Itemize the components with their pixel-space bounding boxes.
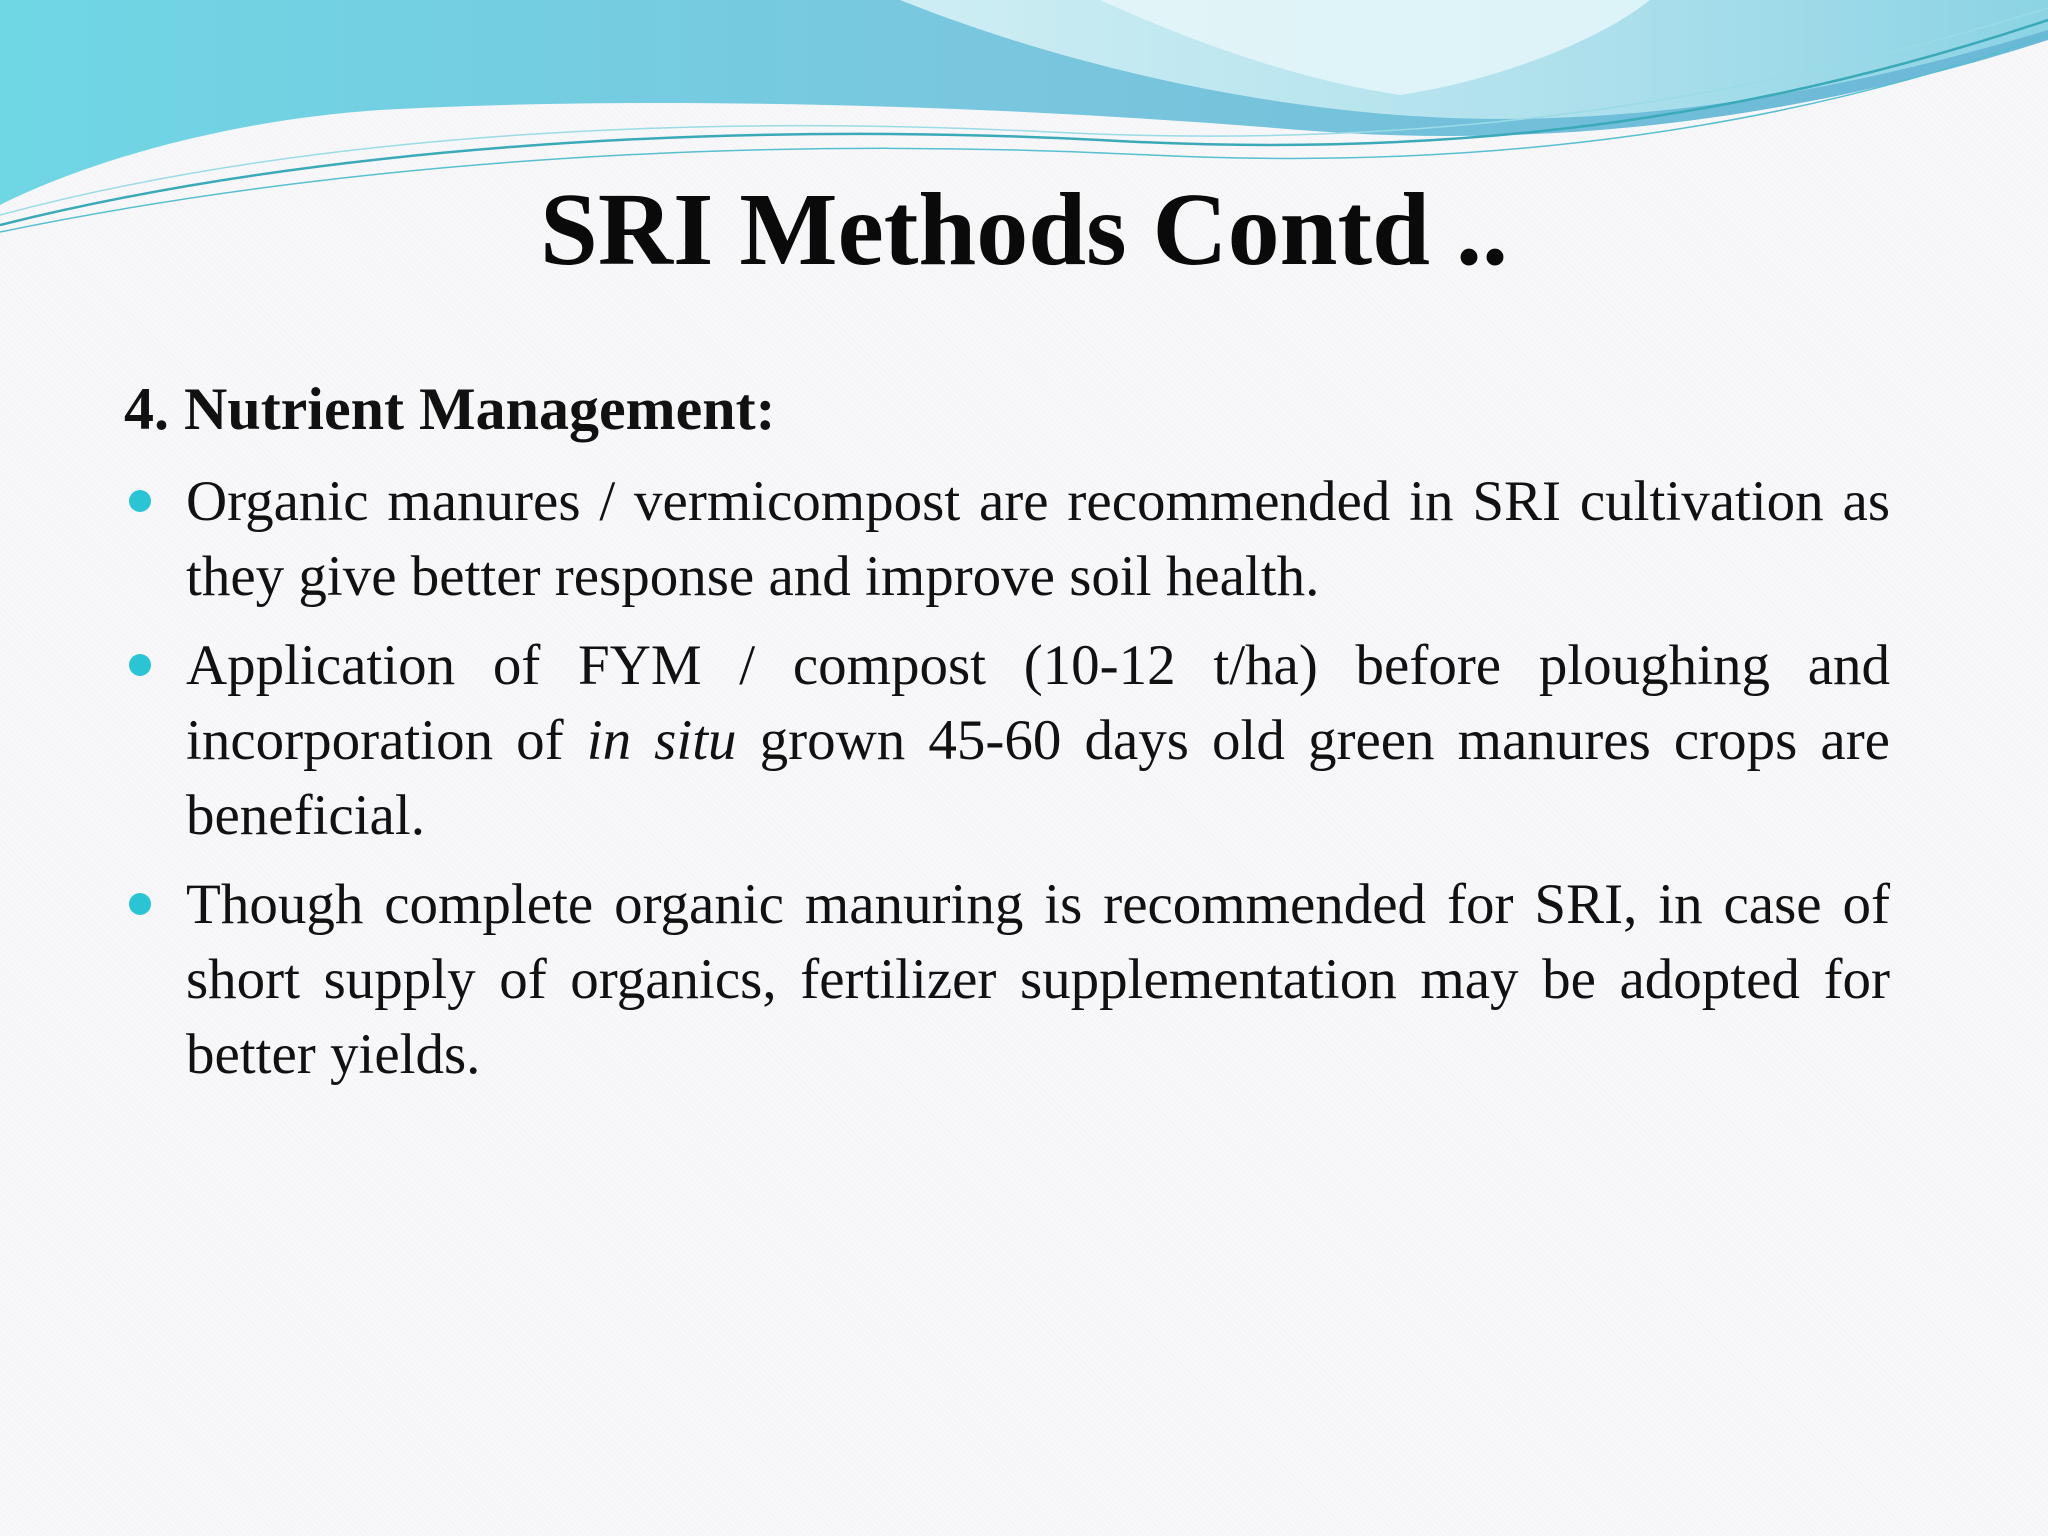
bullet-dot-icon — [129, 893, 151, 915]
bullet-item — [124, 867, 1890, 1092]
slide-content — [124, 372, 1890, 1106]
bullet-text-before: Application of FYM / compost (10-12 t/ha) before ploughing and incorporation of — [186, 634, 1890, 772]
bullet-dot-icon — [129, 654, 151, 676]
bullet-dot-icon — [129, 490, 151, 512]
bullet-item — [124, 464, 1890, 614]
bullet-text: Organic manures / vermicompost are recommended in SRI cultivation as they give better response and improve soil health. — [186, 470, 1890, 608]
section-heading: 4. Nutrient Management: — [124, 376, 776, 442]
bullet-text-after: grown 45-60 days old green manures crops are beneficial. — [186, 709, 1890, 847]
slide-title: SRI Methods Contd .. — [540, 172, 1508, 287]
bullet-list — [124, 464, 1890, 1092]
bullet-text: Though complete organic manuring is recommended for SRI, in case of short supply of organics, fertilizer supplementation may be adopted for better yields. — [186, 873, 1890, 1086]
bullet-text-italic: in situ — [586, 709, 737, 772]
bullet-item — [124, 628, 1890, 853]
